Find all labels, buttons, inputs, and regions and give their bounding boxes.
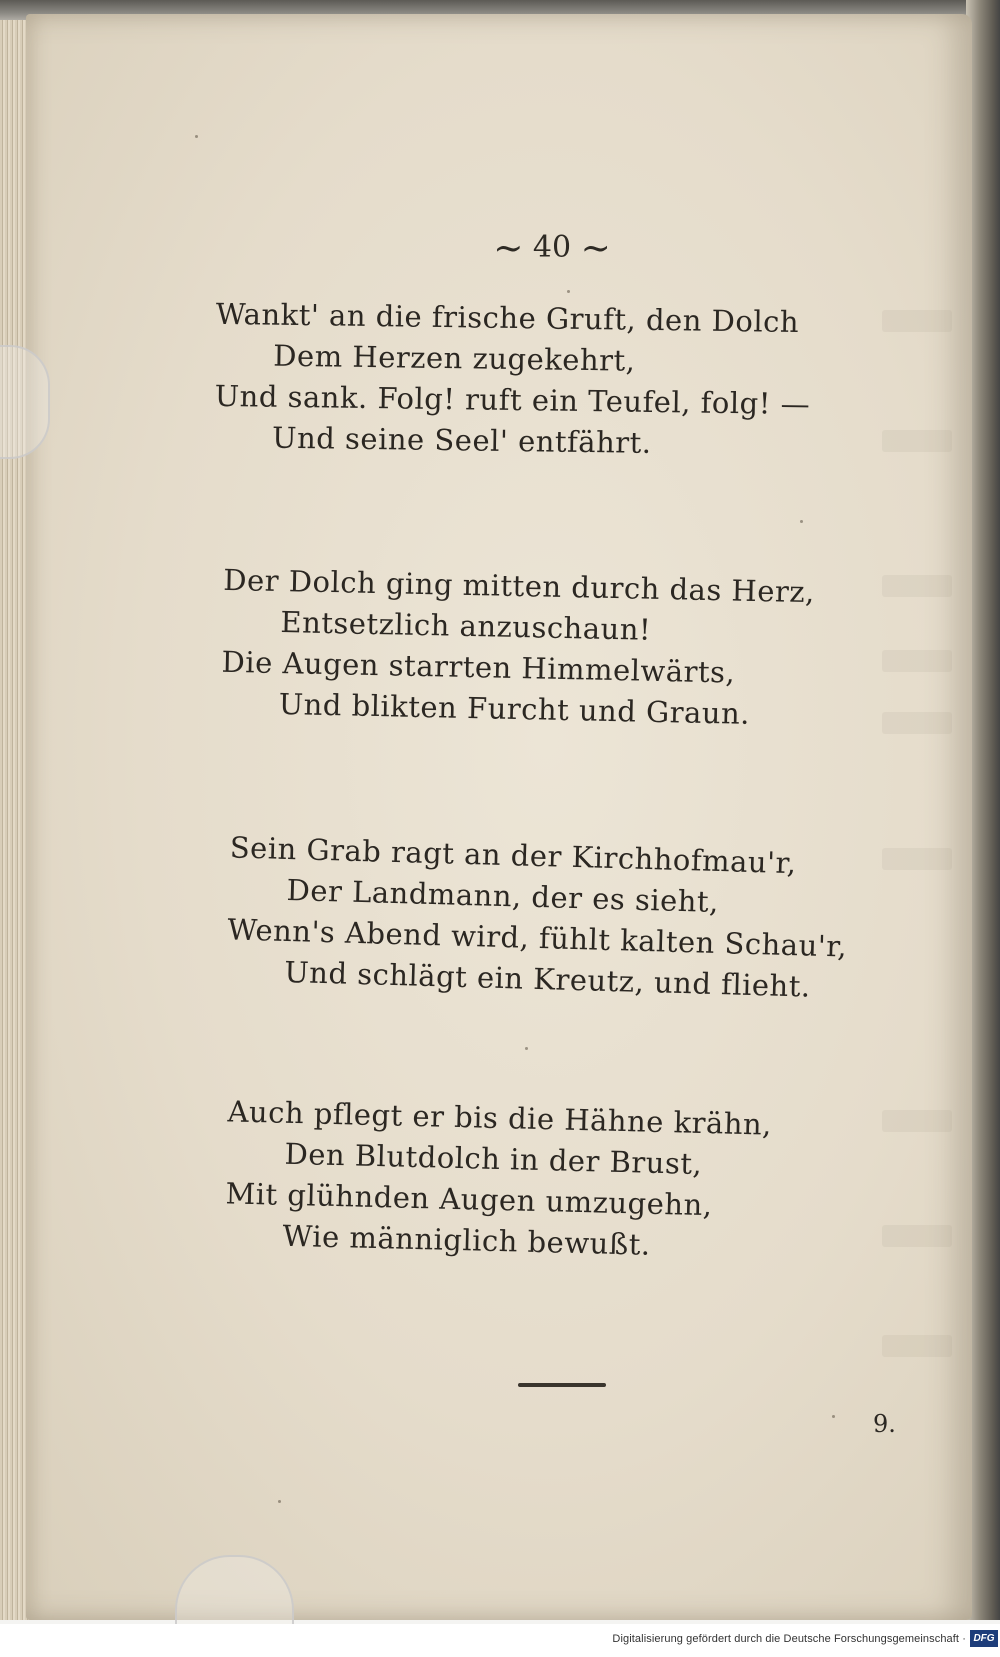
show-through <box>882 712 952 734</box>
stanza-4 <box>224 1091 772 1268</box>
verse-line: Und blikten Furcht und Graun. <box>278 687 751 731</box>
paper-speck <box>800 520 803 523</box>
paper-speck <box>278 1500 281 1503</box>
stanza-2 <box>220 560 815 736</box>
funding-credit: Digitalisierung gefördert durch die Deutsche Forschungsgemeinschaft · <box>612 1633 966 1645</box>
paper-speck <box>195 135 198 138</box>
show-through <box>882 1225 952 1247</box>
paper-speck <box>832 1415 835 1418</box>
dfg-logo[interactable]: DFG <box>970 1630 998 1647</box>
verse-line: Wie männiglich bewußt. <box>282 1218 651 1262</box>
verse-line: Auch pflegt er bis die Hähne krähn, <box>227 1094 773 1142</box>
end-rule <box>518 1383 606 1387</box>
verse-line: Der Landmann, der es sieht, <box>286 872 720 920</box>
paper-speck <box>525 1047 528 1050</box>
verse-line: Dem Herzen zugekehrt, <box>273 338 636 378</box>
verse-line: Sein Grab ragt an der Kirchhofmau'r, <box>229 830 797 881</box>
verse-line: Die Augen starrten Himmelwärts, <box>221 644 736 690</box>
page-number: 40 <box>532 230 572 265</box>
verse-line: Und schlägt ein Kreutz, und flieht. <box>283 954 812 1004</box>
signature-mark: 9. <box>873 1410 896 1438</box>
left-clip-mark <box>0 345 50 459</box>
verse-line: Und sank. Folg! ruft ein Teufel, folg! — <box>214 378 811 422</box>
show-through <box>882 430 952 452</box>
verse-line: Wenn's Abend wird, fühlt kalten Schau'r, <box>227 912 848 964</box>
show-through <box>882 1335 952 1357</box>
verse-line: Der Dolch ging mitten durch das Herz, <box>223 562 816 610</box>
show-through <box>882 1110 952 1132</box>
stanza-1 <box>214 294 812 466</box>
page-header <box>462 228 642 269</box>
footer-banner <box>0 1624 1000 1657</box>
show-through <box>882 310 952 332</box>
verse-line: Den Blutdolch in der Brust, <box>284 1136 703 1181</box>
paper-speck <box>567 290 570 293</box>
ornament-tilde-right: ~ <box>580 228 611 269</box>
show-through <box>882 848 952 870</box>
verse-line: Und seine Seel' entfährt. <box>271 420 652 460</box>
verse-line: Wankt' an die frische Gruft, den Dolch <box>215 296 800 339</box>
ornament-tilde-left: ~ <box>493 228 524 269</box>
verse-line: Mit glühnden Augen umzugehn, <box>225 1176 713 1223</box>
verse-line: Entsetzlich anzuschaun! <box>280 605 652 647</box>
show-through <box>882 650 952 672</box>
stanza-3 <box>226 827 850 1008</box>
show-through <box>882 575 952 597</box>
